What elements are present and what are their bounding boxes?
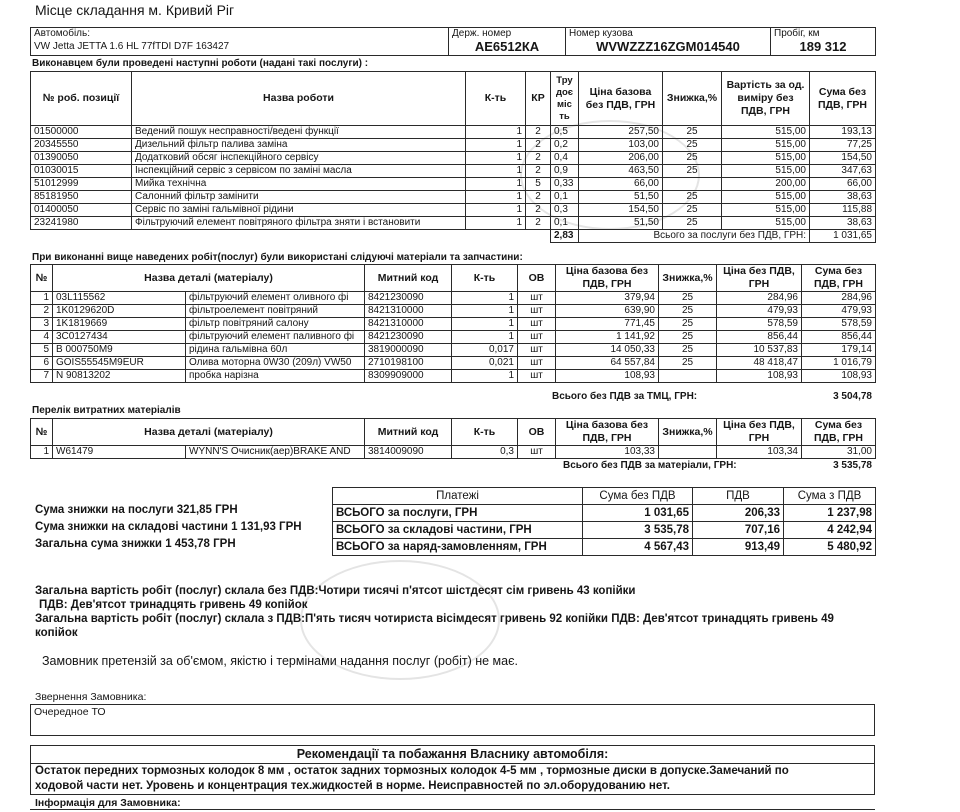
consumables-rows <box>31 446 876 459</box>
payment-net: 3 535,78 <box>583 522 693 539</box>
works-row <box>31 139 876 152</box>
part-net-price: 10 537,83 <box>717 344 802 357</box>
payment-vat: 913,49 <box>693 539 784 556</box>
part-row <box>31 318 876 331</box>
vehicle-cell <box>31 28 449 56</box>
works-row <box>31 152 876 165</box>
work-code: 01500000 <box>31 126 132 139</box>
works-col-name: Назва роботи <box>132 72 466 126</box>
part-number: 3 <box>31 318 53 331</box>
vin-label: Номер кузова <box>569 28 633 39</box>
parts-col-name: Назва деталі (матеріалу) <box>53 265 365 292</box>
work-sum: 347,63 <box>810 165 876 178</box>
part-part-code: 1K1819669 <box>53 318 186 331</box>
mileage-label: Пробіг, км <box>774 28 820 39</box>
payment-row <box>333 522 876 539</box>
customer-request-label: Звернення Замовника: <box>35 691 147 703</box>
part-number: 1 <box>31 292 53 305</box>
work-discount: 25 <box>663 165 722 178</box>
part-net-price: 479,93 <box>717 305 802 318</box>
parts-col-qty: К-ть <box>452 265 518 292</box>
work-base-price: 51,50 <box>579 191 663 204</box>
recommendations-text-2: ходовой части нет. Уровень и концентрация тех.жидкостей в норме. Неисправностей по эл.оборудованию нет. <box>35 780 670 792</box>
part-base-price: 1 141,92 <box>556 331 659 344</box>
consumables-col-price: Ціна базова без ПДВ, ГРН <box>556 419 659 446</box>
payments-col-net: Сума без ПДВ <box>583 488 693 505</box>
part-base-price: 771,45 <box>556 318 659 331</box>
work-unit-price: 515,00 <box>722 217 810 230</box>
work-kr: 2 <box>526 217 551 230</box>
total-words-block <box>35 584 875 640</box>
works-row <box>31 178 876 191</box>
consumables-col-no: № <box>31 419 53 446</box>
consumable-customs-code: 3814009090 <box>365 446 452 459</box>
part-part-name: Олива моторна 0W30 (209л) VW50 <box>186 357 365 370</box>
part-unit: шт <box>518 318 556 331</box>
works-col-unit-price: Вартість за од. виміру без ПДВ, ГРН <box>722 72 810 126</box>
part-base-price: 108,93 <box>556 370 659 383</box>
work-code: 01390050 <box>31 152 132 165</box>
part-part-code: 3C0127434 <box>53 331 186 344</box>
work-labor: 0,3 <box>551 204 579 217</box>
work-qty: 1 <box>466 217 526 230</box>
work-sum: 38,63 <box>810 217 876 230</box>
work-base-price: 51,50 <box>579 217 663 230</box>
part-customs-code: 8309909000 <box>365 370 452 383</box>
parts-col-sum: Сума без ПДВ, ГРН <box>802 265 876 292</box>
consumables-total-label: Всього без ПДВ за матеріали, ГРН: <box>563 460 737 471</box>
part-unit: шт <box>518 292 556 305</box>
work-unit-price: 515,00 <box>722 204 810 217</box>
part-row <box>31 344 876 357</box>
part-discount: 25 <box>659 292 717 305</box>
part-number: 5 <box>31 344 53 357</box>
work-base-price: 463,50 <box>579 165 663 178</box>
plate-label: Держ. номер <box>452 28 512 39</box>
work-base-price: 103,00 <box>579 139 663 152</box>
work-qty: 1 <box>466 126 526 139</box>
work-name: Ведений пошук несправності/ведені функції <box>132 126 466 139</box>
works-total-value: 1 031,65 <box>810 230 876 243</box>
work-kr: 5 <box>526 178 551 191</box>
consumables-col-name: Назва деталі (матеріалу) <box>53 419 365 446</box>
work-sum: 66,00 <box>810 178 876 191</box>
works-col-qty: К-ть <box>466 72 526 126</box>
part-base-price: 639,90 <box>556 305 659 318</box>
part-part-name: фільтруючий елемент оливного фі <box>186 292 365 305</box>
consumables-col-sum: Сума без ПДВ, ГРН <box>802 419 876 446</box>
place-of-issue: Місце складання м. Кривий Ріг <box>35 2 235 18</box>
part-sum: 1 016,79 <box>802 357 876 370</box>
payments-rows <box>333 505 876 556</box>
work-unit-price: 515,00 <box>722 139 810 152</box>
work-kr: 2 <box>526 191 551 204</box>
mileage-cell <box>771 28 876 56</box>
total-with-vat-words: Загальна вартість робіт (послуг) склала з ПДВ:П'ять тисяч чотириста вісімдесят гривень 92 копійки ПДВ: Дев'ятсот тринадцять гривень 49 <box>35 613 834 625</box>
payment-net: 1 031,65 <box>583 505 693 522</box>
works-col-discount: Знижка,% <box>663 72 722 126</box>
work-qty: 1 <box>466 191 526 204</box>
work-code: 85181950 <box>31 191 132 204</box>
work-kr: 2 <box>526 126 551 139</box>
consumables-table <box>30 418 876 459</box>
payment-gross: 1 237,98 <box>784 505 876 522</box>
vehicle-info-table <box>30 27 876 56</box>
payments-col-gross: Сума з ПДВ <box>784 488 876 505</box>
work-base-price: 154,50 <box>579 204 663 217</box>
part-customs-code: 8421230090 <box>365 331 452 344</box>
work-name: Салонний фільтр замінити <box>132 191 466 204</box>
works-rows <box>31 126 876 230</box>
no-claims-statement: Замовник претензій за об'ємом, якістю і термінами надання послуг (робіт) не має. <box>42 654 518 668</box>
part-unit: шт <box>518 370 556 383</box>
parts-col-net: Ціна без ПДВ, ГРН <box>717 265 802 292</box>
part-base-price: 14 050,33 <box>556 344 659 357</box>
part-discount <box>659 370 717 383</box>
part-discount: 25 <box>659 331 717 344</box>
recommendations-title: Рекомендації та побажання Власнику автомобіля: <box>31 746 874 764</box>
recommendations-box <box>30 745 875 795</box>
work-name: Фільтруючий елемент повітряного фільтра зняти і встановити <box>132 217 466 230</box>
part-net-price: 578,59 <box>717 318 802 331</box>
part-part-code: N 90813202 <box>53 370 186 383</box>
work-discount: 25 <box>663 217 722 230</box>
parts-table <box>30 264 876 383</box>
part-number: 7 <box>31 370 53 383</box>
work-labor: 0,9 <box>551 165 579 178</box>
part-number: 4 <box>31 331 53 344</box>
part-unit: шт <box>518 331 556 344</box>
payment-row <box>333 505 876 522</box>
works-col-price: Ціна базова без ПДВ, ГРН <box>579 72 663 126</box>
consumables-col-net: Ціна без ПДВ, ГРН <box>717 419 802 446</box>
consumable-discount <box>659 446 717 459</box>
vehicle-label: Автомобіль: <box>34 28 91 39</box>
consumable-sum: 31,00 <box>802 446 876 459</box>
plate-cell <box>449 28 566 56</box>
consumable-qty: 0,3 <box>452 446 518 459</box>
part-sum: 108,93 <box>802 370 876 383</box>
work-name: Мийка технічна <box>132 178 466 191</box>
work-discount <box>663 178 722 191</box>
part-qty: 1 <box>452 318 518 331</box>
works-table <box>30 71 876 243</box>
work-code: 20345550 <box>31 139 132 152</box>
works-row <box>31 217 876 230</box>
work-qty: 1 <box>466 178 526 191</box>
work-labor: 0,4 <box>551 152 579 165</box>
part-customs-code: 3819000090 <box>365 344 452 357</box>
payment-net: 4 567,43 <box>583 539 693 556</box>
part-row <box>31 357 876 370</box>
vat-words: ПДВ: Дев'ятсот тринадцять гривень 49 копійок <box>39 599 308 611</box>
work-labor: 0,1 <box>551 191 579 204</box>
payment-vat: 206,33 <box>693 505 784 522</box>
part-row <box>31 292 876 305</box>
part-customs-code: 8421310000 <box>365 305 452 318</box>
payments-col-label: Платежі <box>333 488 583 505</box>
work-name: Додатковий обсяг інспекційного сервісу <box>132 152 466 165</box>
parts-rows <box>31 292 876 383</box>
consumable-number: 1 <box>31 446 53 459</box>
works-total-label: Всього за послуги без ПДВ, ГРН: <box>579 230 810 243</box>
part-part-code: B 000750M9 <box>53 344 186 357</box>
work-sum: 115,88 <box>810 204 876 217</box>
work-sum: 193,13 <box>810 126 876 139</box>
total-with-vat-words-cont: копійок <box>35 627 78 639</box>
consumables-col-unit: ОВ <box>518 419 556 446</box>
consumables-col-customs: Митний код <box>365 419 452 446</box>
discount-parts: Сума знижки на складові частини 1 131,93 ГРН <box>35 521 302 533</box>
part-qty: 0,017 <box>452 344 518 357</box>
payment-gross: 5 480,92 <box>784 539 876 556</box>
part-net-price: 856,44 <box>717 331 802 344</box>
customer-info-label: Інформація для Замовника: <box>35 797 181 809</box>
work-sum: 77,25 <box>810 139 876 152</box>
vin-value: WVWZZZ16ZGM014540 <box>596 39 740 54</box>
works-row <box>31 191 876 204</box>
part-qty: 1 <box>452 331 518 344</box>
work-code: 51012999 <box>31 178 132 191</box>
payments-col-vat: ПДВ <box>693 488 784 505</box>
part-net-price: 108,93 <box>717 370 802 383</box>
part-sum: 578,59 <box>802 318 876 331</box>
work-base-price: 66,00 <box>579 178 663 191</box>
parts-total-label: Всього без ПДВ за ТМЦ, ГРН: <box>552 391 698 402</box>
part-unit: шт <box>518 357 556 370</box>
part-base-price: 379,94 <box>556 292 659 305</box>
work-qty: 1 <box>466 165 526 178</box>
mileage-value: 189 312 <box>799 39 847 54</box>
works-col-sum: Сума без ПДВ, ГРН <box>810 72 876 126</box>
work-unit-price: 200,00 <box>722 178 810 191</box>
work-base-price: 206,00 <box>579 152 663 165</box>
part-qty: 1 <box>452 292 518 305</box>
part-discount: 25 <box>659 357 717 370</box>
parts-total-value: 3 504,78 <box>833 391 872 402</box>
payment-gross: 4 242,94 <box>784 522 876 539</box>
consumable-net-price: 103,34 <box>717 446 802 459</box>
part-unit: шт <box>518 305 556 318</box>
work-name: Сервіс по заміні гальмівної рідини <box>132 204 466 217</box>
works-row <box>31 204 876 217</box>
work-code: 23241980 <box>31 217 132 230</box>
part-sum: 284,96 <box>802 292 876 305</box>
consumable-row <box>31 446 876 459</box>
work-discount: 25 <box>663 152 722 165</box>
work-unit-price: 515,00 <box>722 126 810 139</box>
part-discount: 25 <box>659 344 717 357</box>
work-kr: 2 <box>526 204 551 217</box>
part-row <box>31 331 876 344</box>
works-col-kr: КР <box>526 72 551 126</box>
part-customs-code: 8421230090 <box>365 292 452 305</box>
recommendations-text-1: Остаток передних тормозных колодок 8 мм , остаток задних тормозных колодок 4-5 мм , тормозные диски в допуске.Замечаний по <box>35 765 789 777</box>
part-part-name: фільтроелемент повітряний <box>186 305 365 318</box>
work-unit-price: 515,00 <box>722 152 810 165</box>
works-row <box>31 165 876 178</box>
work-kr: 2 <box>526 139 551 152</box>
work-qty: 1 <box>466 139 526 152</box>
payment-row <box>333 539 876 556</box>
part-number: 6 <box>31 357 53 370</box>
parts-col-unit: ОВ <box>518 265 556 292</box>
work-labor: 0,2 <box>551 139 579 152</box>
part-customs-code: 8421310000 <box>365 318 452 331</box>
parts-section-title: При виконанні вище наведених робіт(послуг) були використані слідуючі матеріали та запчастини: <box>32 252 523 263</box>
part-customs-code: 2710198100 <box>365 357 452 370</box>
work-kr: 2 <box>526 152 551 165</box>
work-sum: 154,50 <box>810 152 876 165</box>
payment-label: ВСЬОГО за послуги, ГРН <box>333 505 583 522</box>
part-part-code: 03L115562 <box>53 292 186 305</box>
works-total-labor: 2,83 <box>551 230 579 243</box>
vehicle-value: VW Jetta JETTA 1.6 HL 77fTDI D7F 163427 <box>34 41 230 52</box>
part-discount: 25 <box>659 318 717 331</box>
work-discount: 25 <box>663 139 722 152</box>
discount-services: Сума знижки на послуги 321,85 ГРН <box>35 504 238 516</box>
plate-value: АЕ6512КА <box>474 39 540 54</box>
work-unit-price: 515,00 <box>722 191 810 204</box>
part-row <box>31 305 876 318</box>
work-qty: 1 <box>466 152 526 165</box>
part-discount: 25 <box>659 305 717 318</box>
part-number: 2 <box>31 305 53 318</box>
work-labor: 0,1 <box>551 217 579 230</box>
part-qty: 1 <box>452 370 518 383</box>
consumable-part-name: WYNN'S Очисник(аер)BRAKE AND <box>186 446 365 459</box>
work-discount: 25 <box>663 204 722 217</box>
part-base-price: 64 557,84 <box>556 357 659 370</box>
work-name: Інспекційний сервіс з сервісом по заміні масла <box>132 165 466 178</box>
consumable-unit: шт <box>518 446 556 459</box>
parts-col-price: Ціна базова без ПДВ, ГРН <box>556 265 659 292</box>
works-total-spacer <box>31 230 551 243</box>
works-col-labor: Тру доє міс ть <box>551 72 579 126</box>
part-part-name: фільтр повітряний салону <box>186 318 365 331</box>
parts-col-customs: Митний код <box>365 265 452 292</box>
consumables-total-value: 3 535,78 <box>833 460 872 471</box>
work-unit-price: 515,00 <box>722 165 810 178</box>
customer-request-value: Очередное ТО <box>34 706 106 718</box>
discount-total: Загальна сума знижки 1 453,78 ГРН <box>35 538 236 550</box>
work-code: 01030015 <box>31 165 132 178</box>
customer-request-box <box>30 704 875 736</box>
consumables-col-qty: К-ть <box>452 419 518 446</box>
work-sum: 38,63 <box>810 191 876 204</box>
part-sum: 479,93 <box>802 305 876 318</box>
parts-col-no: № <box>31 265 53 292</box>
part-row <box>31 370 876 383</box>
part-sum: 856,44 <box>802 331 876 344</box>
payments-table <box>332 487 876 556</box>
consumable-base-price: 103,33 <box>556 446 659 459</box>
consumable-part-code: W61479 <box>53 446 186 459</box>
part-part-code: 1K0129620D <box>53 305 186 318</box>
vin-cell <box>566 28 771 56</box>
part-sum: 179,14 <box>802 344 876 357</box>
work-name: Дизельний фільтр палива заміна <box>132 139 466 152</box>
works-row <box>31 126 876 139</box>
consumables-section-title: Перелік витратних матеріалів <box>32 405 181 416</box>
part-net-price: 284,96 <box>717 292 802 305</box>
parts-col-discount: Знижка,% <box>659 265 717 292</box>
works-section-title: Виконавцем були проведені наступні роботи (надані такі послуги) : <box>32 58 369 69</box>
total-without-vat-words: Загальна вартість робіт (послуг) склала без ПДВ:Чотири тисячі п'ятсот шістдесят сім гривень 43 копійки <box>35 585 636 597</box>
work-labor: 0,5 <box>551 126 579 139</box>
part-qty: 1 <box>452 305 518 318</box>
work-base-price: 257,50 <box>579 126 663 139</box>
payment-label: ВСЬОГО за складові частини, ГРН <box>333 522 583 539</box>
work-code: 01400050 <box>31 204 132 217</box>
work-labor: 0,33 <box>551 178 579 191</box>
bottom-rule <box>30 809 875 810</box>
part-part-code: GOIS55545M9EUR <box>53 357 186 370</box>
payment-vat: 707,16 <box>693 522 784 539</box>
works-col-code: № роб. позиції <box>31 72 132 126</box>
part-net-price: 48 418,47 <box>717 357 802 370</box>
part-part-name: пробка нарізна <box>186 370 365 383</box>
work-qty: 1 <box>466 204 526 217</box>
part-unit: шт <box>518 344 556 357</box>
part-part-name: рідина гальмівна 60л <box>186 344 365 357</box>
part-qty: 0,021 <box>452 357 518 370</box>
work-kr: 2 <box>526 165 551 178</box>
consumables-col-discount: Знижка,% <box>659 419 717 446</box>
work-discount: 25 <box>663 126 722 139</box>
payment-label: ВСЬОГО за наряд-замовленням, ГРН <box>333 539 583 556</box>
work-discount: 25 <box>663 191 722 204</box>
part-part-name: фільтруючий елемент паливного фі <box>186 331 365 344</box>
